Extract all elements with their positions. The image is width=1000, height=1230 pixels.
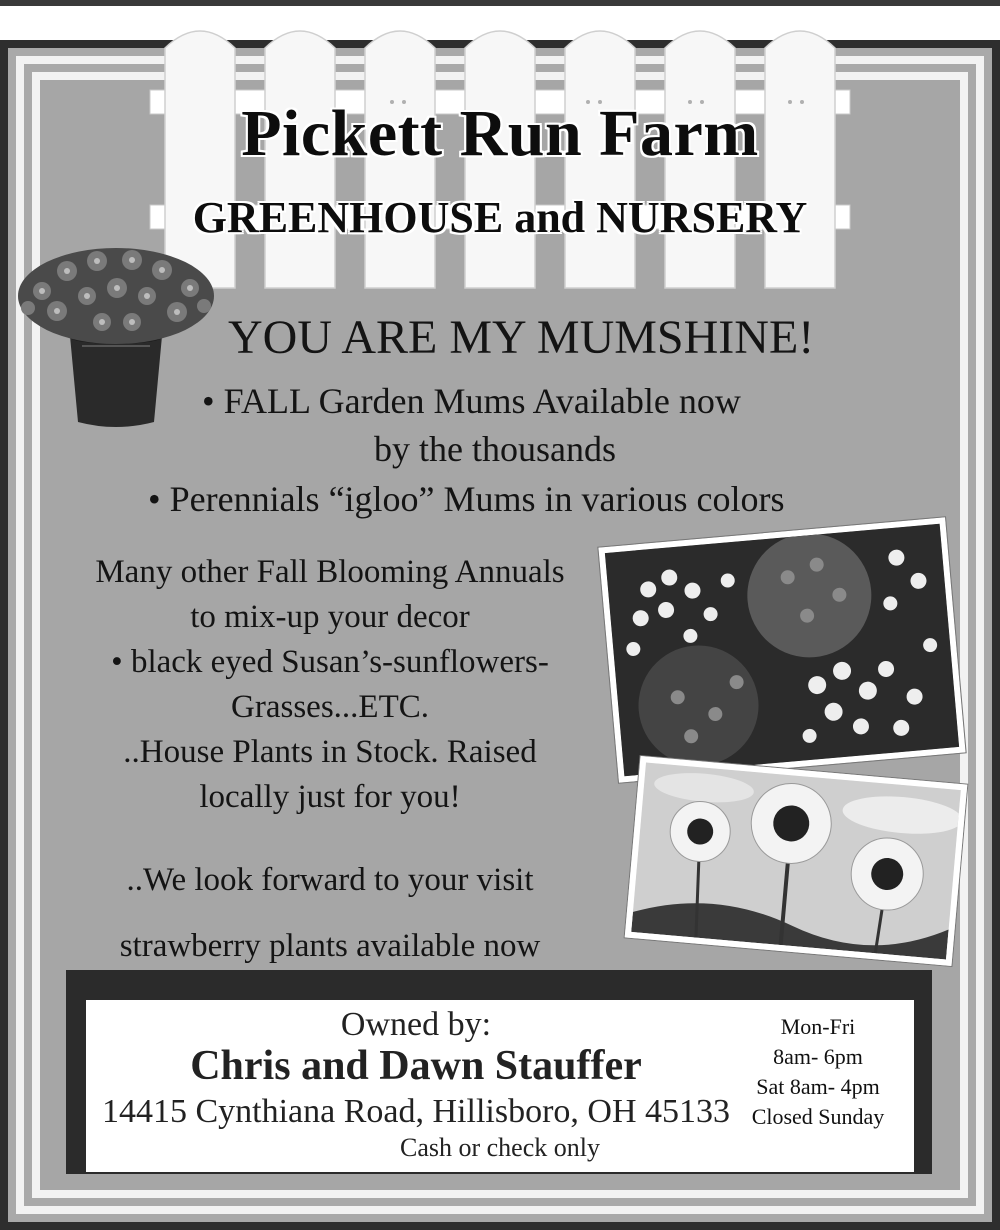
hours-line: Closed Sunday <box>751 1104 885 1129</box>
headline: YOU ARE MY MUMSHINE! <box>228 311 815 364</box>
details-line: Many other Fall Blooming Annuals <box>95 554 565 590</box>
bullet-fall-mums: • FALL Garden Mums Available now <box>202 381 741 421</box>
details-line: to mix-up your decor <box>190 599 470 635</box>
owner-names: Chris and Dawn Stauffer <box>190 1043 642 1089</box>
hours-line: Mon-Fri <box>780 1014 856 1039</box>
strawberry-message: strawberry plants available now <box>119 928 541 964</box>
details-text <box>80 550 580 820</box>
visit-message: ..We look forward to your visit <box>126 862 534 898</box>
bullet-perennials: • Perennials “igloo” Mums in various colors <box>148 479 785 519</box>
business-subtitle: GREENHOUSE and NURSERY <box>192 193 808 242</box>
bullet-fall-mums-continued: by the thousands <box>374 429 616 469</box>
hours-line: Sat 8am- 4pm <box>756 1074 880 1099</box>
details-line: locally just for you! <box>199 779 461 815</box>
potted-mum-image <box>12 236 218 432</box>
business-hours <box>740 1012 896 1132</box>
sunflowers-photo <box>625 756 968 966</box>
payment-note: Cash or check only <box>399 1133 600 1162</box>
address: 14415 Cynthiana Road, Hillisboro, OH 45133 <box>101 1093 731 1130</box>
owned-by-label: Owned by: <box>340 1006 492 1043</box>
details-line: ..House Plants in Stock. Raised <box>123 734 537 770</box>
details-line: Grasses...ETC. <box>231 689 429 725</box>
farm-name: Pickett Run Farm <box>241 97 759 170</box>
hours-line: 8am- 6pm <box>773 1044 863 1069</box>
mums-photo <box>598 517 965 782</box>
details-line: • black eyed Susan’s-sunflowers- <box>111 644 549 680</box>
